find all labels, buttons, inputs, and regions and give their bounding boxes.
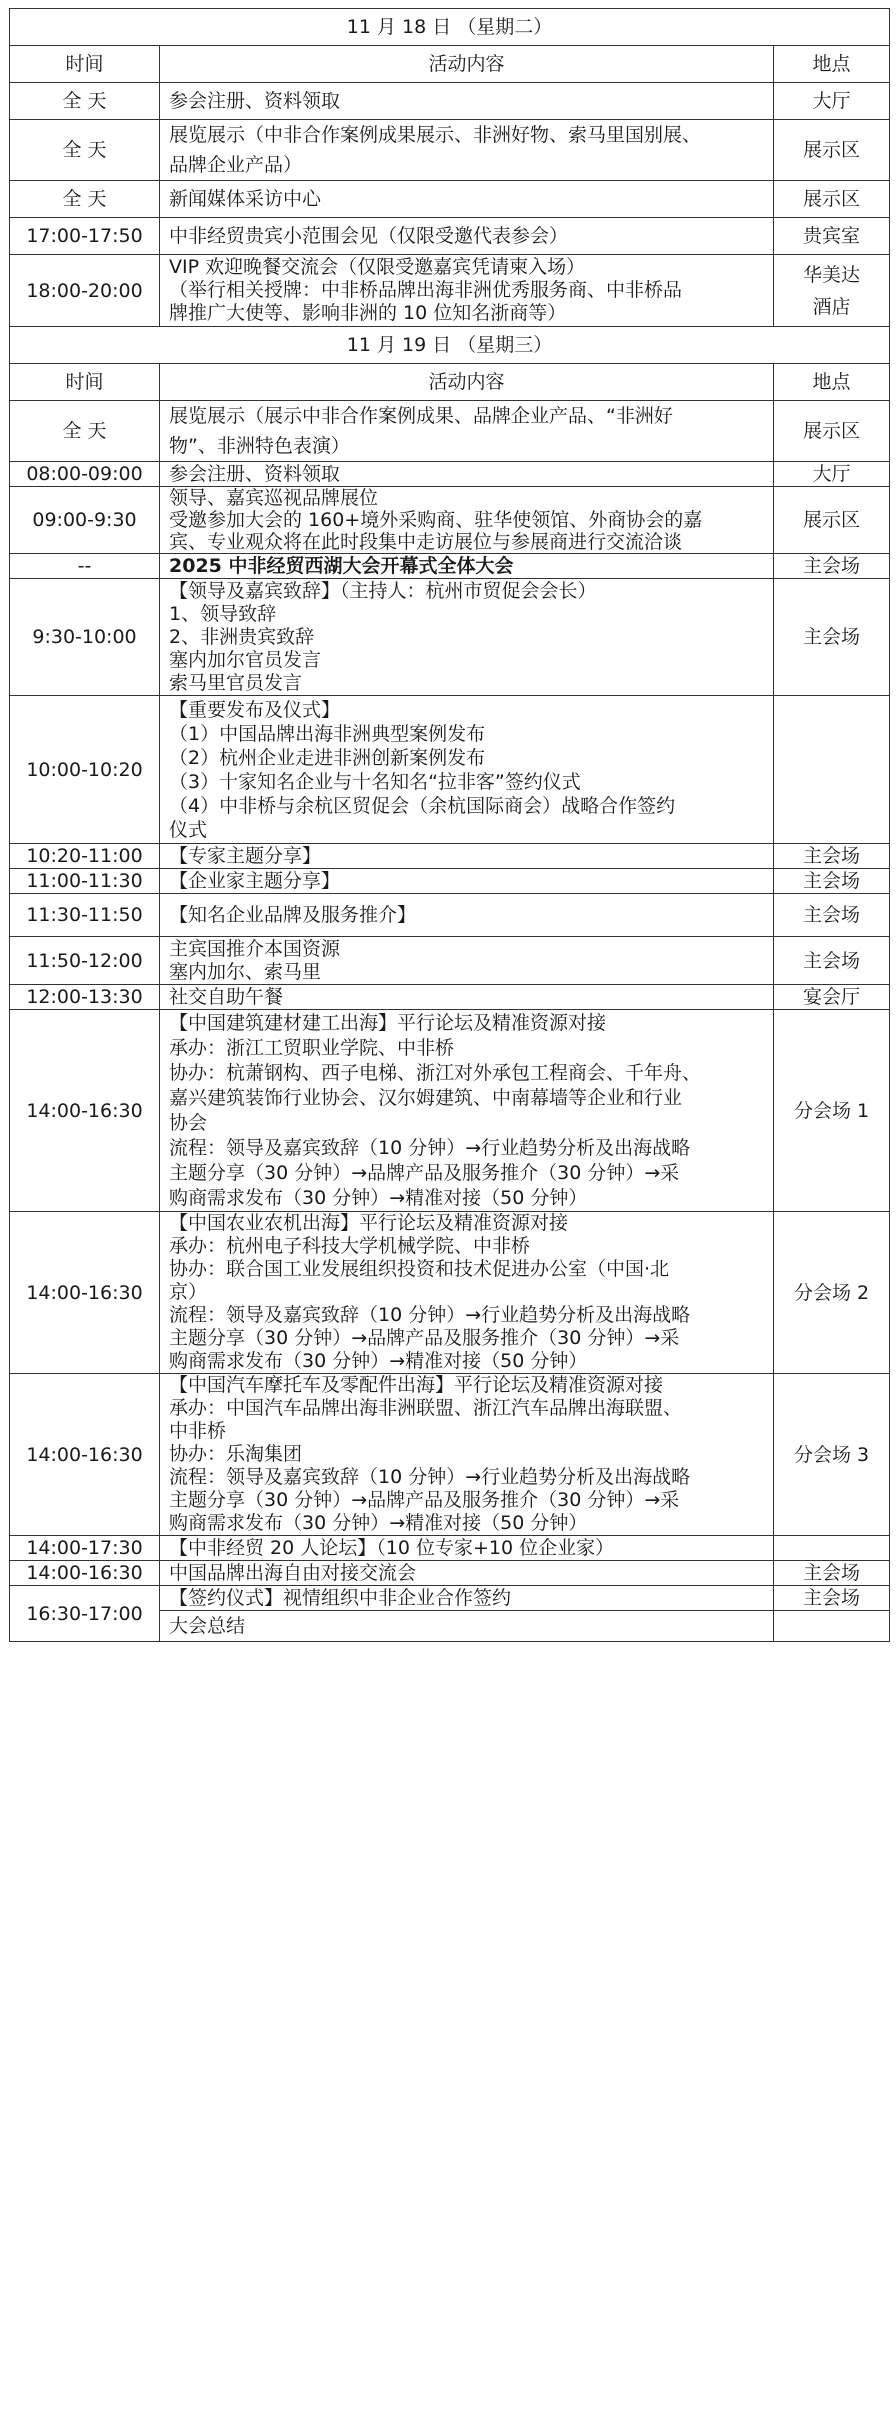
- text-line: 【知名企业品牌及服务推介】: [169, 904, 417, 926]
- text-line: 主会场: [803, 1562, 861, 1584]
- place-cell: [774, 1374, 890, 1536]
- text-line: 主会场: [803, 949, 861, 972]
- text-line: 华美达: [803, 263, 861, 286]
- time-cell: 11:00-11:30: [10, 869, 160, 894]
- time-cell: --: [10, 554, 160, 579]
- text-line: （4）中非桥与余杭区贸促会（余杭国际商会）战略合作签约: [169, 794, 676, 817]
- time-cell: 18:00-20:00: [10, 255, 160, 327]
- text-line: 协办：杭萧钢构、西子电梯、浙江对外承包工程商会、千年舟、: [169, 1061, 702, 1084]
- text-line: VIP 欢迎晚餐交流会（仅限受邀嘉宾凭请柬入场）: [169, 256, 586, 278]
- content-cell: [160, 844, 774, 869]
- time-cell: 16:30-17:00: [10, 1586, 160, 1642]
- header-place: 地点: [774, 364, 890, 401]
- text-line: 新闻媒体采访中心: [169, 188, 322, 210]
- text-line: 2025 中非经贸西湖大会开幕式全体大会: [169, 555, 514, 577]
- schedule-row: [10, 554, 890, 579]
- content-cell: [160, 1374, 774, 1536]
- place-cell: [774, 218, 890, 255]
- text-line: 大厅: [812, 463, 851, 485]
- text-line: 宾、专业观众将在此时段集中走访展位与参展商进行交流洽谈: [169, 531, 683, 553]
- text-line: （1）中国品牌出海非洲典型案例发布: [169, 722, 486, 745]
- text-line: 嘉兴建筑装饰行业协会、汉尔姆建筑、中南幕墙等企业和行业: [169, 1086, 683, 1109]
- time-cell: 14:00-16:30: [10, 1561, 160, 1586]
- text-line: 流程：领导及嘉宾致辞（10 分钟）→行业趋势分析及出海战略: [169, 1466, 691, 1488]
- content-cell: [160, 83, 774, 120]
- place-cell: [774, 894, 890, 937]
- place-cell: [774, 1536, 890, 1561]
- text-line: 酒店: [812, 295, 851, 318]
- content-cell: [160, 255, 774, 327]
- schedule-row: [10, 255, 890, 327]
- time-cell: 9:30-10:00: [10, 579, 160, 696]
- time-cell: 全 天: [10, 83, 160, 120]
- text-line: 承办：浙江工贸职业学院、中非桥: [169, 1036, 455, 1059]
- text-line: 品牌企业产品）: [169, 154, 303, 176]
- schedule-row: [10, 894, 890, 937]
- place-cell: [774, 1611, 890, 1642]
- text-line: 分会场 2: [793, 1281, 870, 1304]
- content-cell: [160, 181, 774, 218]
- schedule-row: [10, 120, 890, 181]
- text-line: 【企业家主题分享】: [169, 870, 341, 892]
- text-line: 【专家主题分享】: [169, 845, 322, 867]
- schedule-row: [10, 1561, 890, 1586]
- text-line: 协办：联合国工业发展组织投资和技术促进办公室（中国·北: [169, 1258, 670, 1280]
- content-cell: [160, 579, 774, 696]
- schedule-row: [10, 844, 890, 869]
- header-place: 地点: [774, 46, 890, 83]
- content-cell: [160, 1010, 774, 1212]
- text-line: 1、领导致辞: [169, 602, 277, 625]
- content-cell: 【签约仪式】视情组织中非企业合作签约: [160, 1586, 774, 1611]
- text-line: 领导、嘉宾巡视品牌展位: [169, 487, 379, 509]
- content-cell: [160, 1536, 774, 1561]
- content-cell: [160, 554, 774, 579]
- text-line: 【中国农业农机出海】平行论坛及精准资源对接: [169, 1212, 569, 1234]
- text-line: （2）杭州企业走进非洲创新案例发布: [169, 746, 486, 769]
- place-cell: [774, 255, 890, 327]
- time-cell: 14:00-16:30: [10, 1010, 160, 1212]
- place-cell: [774, 462, 890, 487]
- header-content: 活动内容: [160, 364, 774, 401]
- text-line: 【重要发布及仪式】: [169, 698, 341, 721]
- text-line: 中非桥: [169, 1420, 227, 1442]
- time-cell: 17:00-17:50: [10, 218, 160, 255]
- place-cell: [774, 869, 890, 894]
- place-cell: [774, 1010, 890, 1212]
- text-line: 仪式: [169, 818, 208, 841]
- time-cell: 全 天: [10, 401, 160, 462]
- time-cell: 08:00-09:00: [10, 462, 160, 487]
- content-cell: [160, 1212, 774, 1374]
- content-cell: [160, 1561, 774, 1586]
- text-line: （3）十家知名企业与十名知名“拉非客”签约仪式: [169, 770, 581, 793]
- day-title: 11 月 19 日 （星期三）: [10, 327, 890, 364]
- time-cell: 14:00-16:30: [10, 1374, 160, 1536]
- schedule-row: [10, 1536, 890, 1561]
- text-line: 分会场 3: [793, 1443, 870, 1466]
- content-cell: 大会总结: [160, 1611, 774, 1642]
- schedule-row: [10, 181, 890, 218]
- text-line: 参会注册、资料领取: [169, 90, 341, 112]
- text-line: 【中国汽车摩托车及零配件出海】平行论坛及精准资源对接: [169, 1374, 664, 1396]
- text-line: 协办：乐淘集团: [169, 1443, 303, 1465]
- time-cell: 全 天: [10, 120, 160, 181]
- text-line: 购商需求发布（30 分钟）→精准对接（50 分钟）: [169, 1350, 588, 1372]
- time-cell: 11:30-11:50: [10, 894, 160, 937]
- schedule-row: [10, 1374, 890, 1536]
- text-line: 主宾国推介本国资源: [169, 937, 341, 960]
- text-line: 展览展示（展示中非合作案例成果、品牌企业产品、“非洲好: [169, 405, 673, 427]
- text-line: 流程：领导及嘉宾致辞（10 分钟）→行业趋势分析及出海战略: [169, 1136, 691, 1159]
- text-line: 参会注册、资料领取: [169, 463, 341, 485]
- text-line: 主会场: [803, 904, 861, 926]
- text-line: 展示区: [803, 139, 861, 161]
- schedule-row: [10, 401, 890, 462]
- content-cell: [160, 696, 774, 844]
- content-cell: [160, 937, 774, 985]
- schedule-row: [10, 696, 890, 844]
- schedule-row: [10, 1010, 890, 1212]
- schedule-row: [10, 985, 890, 1010]
- place-cell: [774, 181, 890, 218]
- schedule-row: [10, 579, 890, 696]
- header-time: 时间: [10, 46, 160, 83]
- place-cell: [774, 487, 890, 554]
- text-line: 承办：杭州电子科技大学机械学院、中非桥: [169, 1235, 531, 1257]
- schedule-row: [10, 487, 890, 554]
- text-line: 购商需求发布（30 分钟）→精准对接（50 分钟）: [169, 1512, 588, 1534]
- place-cell: 主会场: [774, 1586, 890, 1611]
- time-cell: 10:00-10:20: [10, 696, 160, 844]
- text-line: 主题分享（30 分钟）→品牌产品及服务推介（30 分钟）→采: [169, 1489, 680, 1511]
- text-line: 主会场: [803, 845, 861, 867]
- time-cell: 09:00-9:30: [10, 487, 160, 554]
- text-line: 主会场: [803, 555, 861, 577]
- text-line: 展示区: [803, 509, 861, 531]
- text-line: 受邀参加大会的 160+境外采购商、驻华使领馆、外商协会的嘉: [169, 509, 703, 531]
- schedule-row: [10, 83, 890, 120]
- text-line: 购商需求发布（30 分钟）→精准对接（50 分钟）: [169, 1186, 588, 1209]
- text-line: 宴会厅: [803, 986, 861, 1008]
- place-cell: [774, 554, 890, 579]
- place-cell: [774, 579, 890, 696]
- text-line: 塞内加尔、索马里: [169, 960, 322, 983]
- text-line: 京）: [169, 1281, 208, 1303]
- time-cell: 11:50-12:00: [10, 937, 160, 985]
- text-line: 分会场 1: [793, 1099, 870, 1122]
- place-cell: [774, 120, 890, 181]
- text-line: 物”、非洲特色表演）: [169, 435, 350, 457]
- text-line: 社交自助午餐: [169, 986, 284, 1008]
- text-line: 中非经贸贵宾小范围会见（仅限受邀代表参会）: [169, 225, 569, 247]
- text-line: 协会: [169, 1111, 208, 1134]
- text-line: 展览展示（中非合作案例成果展示、非洲好物、索马里国别展、: [169, 124, 702, 146]
- text-line: 主会场: [803, 626, 861, 648]
- text-line: 【领导及嘉宾致辞】（主持人：杭州市贸促会会长）: [169, 579, 597, 602]
- content-cell: [160, 462, 774, 487]
- place-cell: [774, 937, 890, 985]
- text-line: 【中国建筑建材建工出海】平行论坛及精准资源对接: [169, 1011, 607, 1034]
- text-line: 2、非洲贵宾致辞: [169, 625, 315, 648]
- text-line: 承办：中国汽车品牌出海非洲联盟、浙江汽车品牌出海联盟、: [169, 1397, 683, 1419]
- place-cell: [774, 1561, 890, 1586]
- schedule-row: [10, 869, 890, 894]
- content-cell: [160, 120, 774, 181]
- text-line: 塞内加尔官员发言: [169, 648, 322, 671]
- time-cell: 14:00-16:30: [10, 1212, 160, 1374]
- text-line: 展示区: [803, 188, 861, 210]
- text-line: 贵宾室: [803, 225, 861, 247]
- content-cell: [160, 401, 774, 462]
- header-time: 时间: [10, 364, 160, 401]
- text-line: 牌推广大使等、影响非洲的 10 位知名浙商等）: [169, 302, 567, 324]
- text-line: （举行相关授牌：中非桥品牌出海非洲优秀服务商、中非桥品: [169, 279, 683, 301]
- place-cell: [774, 1212, 890, 1374]
- text-line: 【中非经贸 20 人论坛】（10 位专家+10 位企业家）: [169, 1537, 615, 1559]
- text-line: 主题分享（30 分钟）→品牌产品及服务推介（30 分钟）→采: [169, 1327, 680, 1349]
- day-title: 11 月 18 日 （星期二）: [10, 9, 890, 46]
- place-cell: [774, 83, 890, 120]
- schedule-row: [10, 1212, 890, 1374]
- content-cell: [160, 218, 774, 255]
- schedule-row: [10, 937, 890, 985]
- header-content: 活动内容: [160, 46, 774, 83]
- place-cell: [774, 844, 890, 869]
- place-cell: [774, 401, 890, 462]
- time-cell: 10:20-11:00: [10, 844, 160, 869]
- place-cell: [774, 696, 890, 844]
- content-cell: [160, 985, 774, 1010]
- time-cell: 14:00-17:30: [10, 1536, 160, 1561]
- text-line: 索马里官员发言: [169, 671, 303, 694]
- schedule-table: [9, 8, 890, 1642]
- content-cell: [160, 894, 774, 937]
- schedule-row: [10, 462, 890, 487]
- place-cell: [774, 985, 890, 1010]
- text-line: 主题分享（30 分钟）→品牌产品及服务推介（30 分钟）→采: [169, 1161, 680, 1184]
- content-cell: [160, 487, 774, 554]
- content-cell: [160, 869, 774, 894]
- schedule-row: [10, 218, 890, 255]
- text-line: 大厅: [812, 90, 851, 112]
- text-line: 展示区: [803, 420, 861, 442]
- time-cell: 全 天: [10, 181, 160, 218]
- text-line: 中国品牌出海自由对接交流会: [169, 1562, 417, 1584]
- time-cell: 12:00-13:30: [10, 985, 160, 1010]
- text-line: 流程：领导及嘉宾致辞（10 分钟）→行业趋势分析及出海战略: [169, 1304, 691, 1326]
- text-line: 主会场: [803, 870, 861, 892]
